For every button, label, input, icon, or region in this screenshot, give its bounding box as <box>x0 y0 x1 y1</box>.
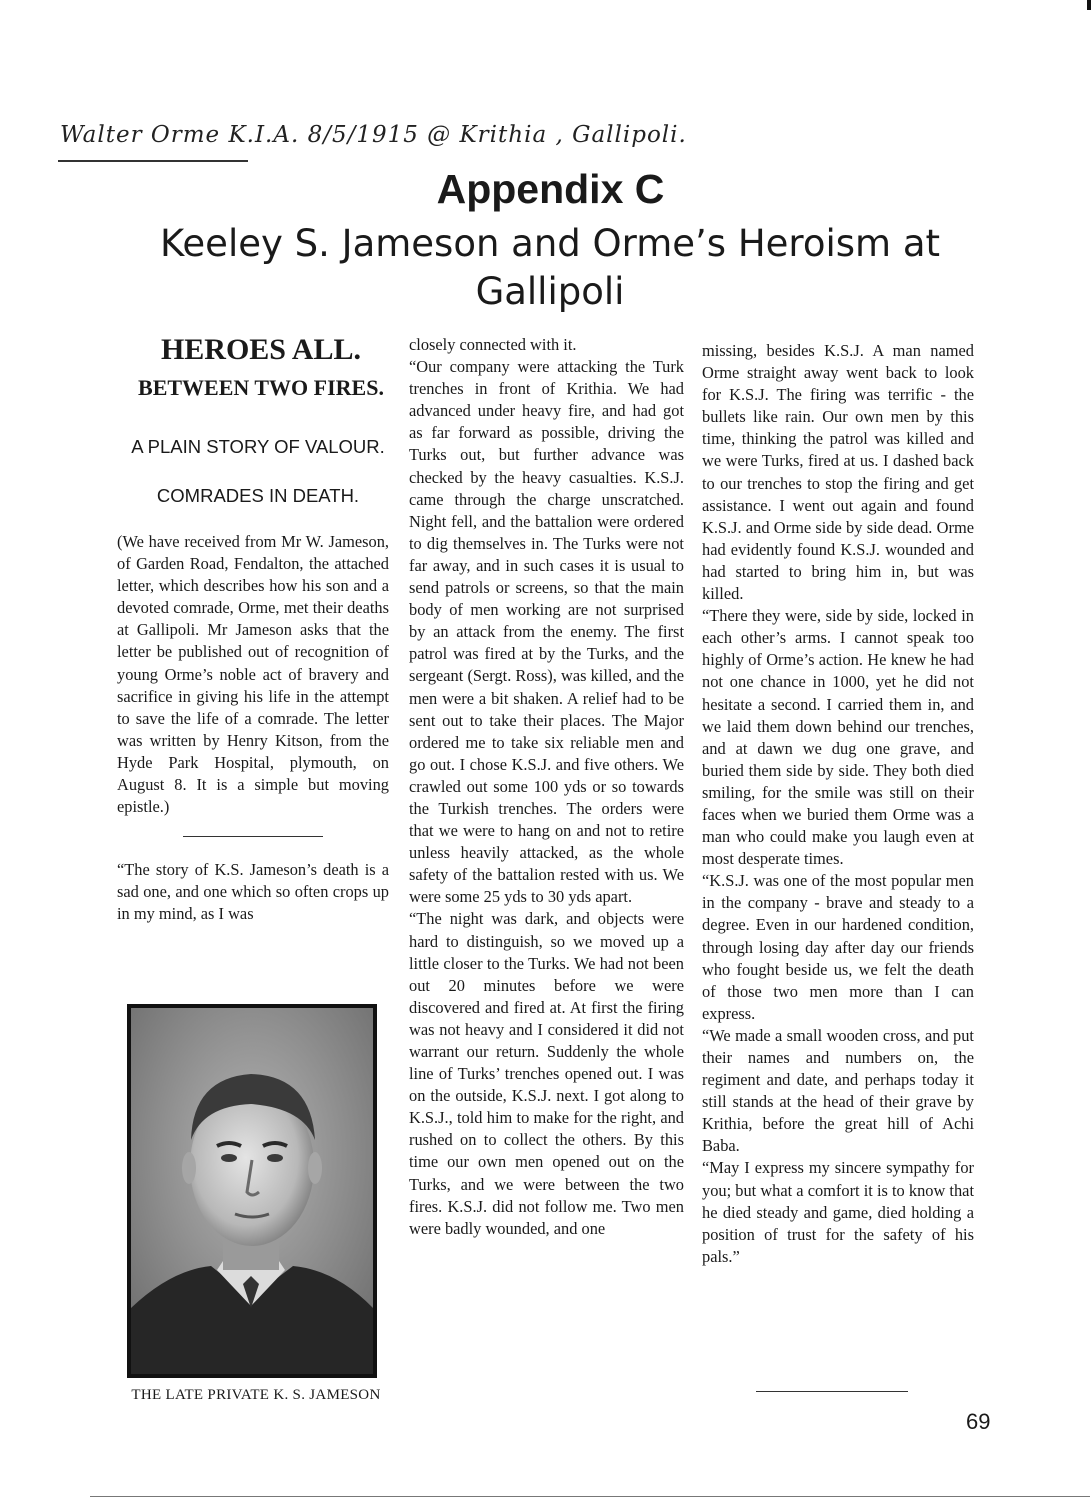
letter-paragraph: missing, besides K.S.J. A man named Orme straight away went back to look for K.S.J. The firing was terrific - the bullets like rain. Our own men by this time, thinking the patrol was killed and we were Turks, fired at us. I dashed back to our trenches to stop the firing and get assistance. I went out again and found K.S.J. and Orme side by side dead. Orme had evidently found K.S.J. wounded and had started to bring him in, but was killed. <box>702 341 974 604</box>
appendix-title: Appendix C <box>436 166 665 212</box>
letter-paragraph: “There they were, side by side, locked in each other’s arms. I cannot speak too highly of Orme’s action. He knew he had not one chance in 1000, yet he did not hesitate a second. I carried them in, and we laid them down behind our trenches, and at dawn we dug one grave, and buried them side by side. They both died smiling, for the smile was still on their faces when we buried them Orme was a man who could make you laugh even at most desperate times. <box>702 606 974 869</box>
scan-edge-mark <box>1087 0 1091 10</box>
editor-intro-paragraph: (We have received from Mr W. Jameson, of Garden Road, Fendalton, the attached letter, which describes how his son and a devoted comrade, Orme, met their deaths at Gallipoli. Mr Jameson asks that the letter be published out of recognition of young Orme’s noble act of bravery and sacrifice in giving his life in the attempt to save the life of a comrade. The letter was written by Henry Kitson, from the Hyde Park Hospital, plymouth, on August 8. It is a simple but moving epistle.) <box>117 532 389 817</box>
photo-caption: THE LATE PRIVATE K. S. JAMESON <box>131 1387 381 1403</box>
article-column-2 <box>409 334 684 1240</box>
handwritten-note: Walter Orme K.I.A. 8/5/1915 @ Krithia , Gallipoli. <box>60 122 687 148</box>
letter-paragraph: “The night was dark, and objects were hard to distinguish, so we moved up a little closer to the Turks. We had not been out 20 minutes before we were discovered and fired at. At first the firing was not heavy and I considered it did not warrant our return. Suddenly the whole line of Turks’ trenches opened out. I was on the outside, K.S.J. next. I got along to K.S.J., told him to make for the right, and rushed on to collect the others. By this time our own men opened out on the Turks, and we were between the two fires. K.S.J. did not follow me. Two men were badly wounded, and one <box>409 909 684 1238</box>
article-tagline: A PLAIN STORY OF VALOUR. <box>131 436 385 457</box>
letter-opening-paragraph: “The story of K.S. Jameson’s death is a sad one, and one which so often crops up in my mind, as I was <box>117 860 389 924</box>
article-headline: HEROES ALL. <box>160 333 362 366</box>
page-number: 69 <box>966 1409 991 1434</box>
letter-paragraph: “Our company were attacking the Turk trenches in front of Krithia. We had advanced under heavy fire, and had got as far forward as possible, driving the Turks out, but further advance was checked by the heavy casualties. K.S.J. came through the charge unscratched. Night fell, and the battalion were ordered to dig themselves in. The Turks were not far away, and in such cases it is usual to send patrols or screens, so that the main body of men working are not surprised by an attack from the enemy. The first patrol was fired at by the Turks, and the sergeant (Sergt. Ross), was killed, and the men were a bit shaken. A relief had to be sent out to take their places. The Major ordered me to take six reliable men and go out. I chose K.S.J. and five others. We crawled out some 100 yds or so towards the Turkish trenches. The orders were that we were to hang on and not to retire unless heavily attacked, as the whole safety of the battalion rested with us. We were some 25 yds to 30 yds apart. <box>409 357 684 907</box>
letter-paragraph: “K.S.J. was one of the most popular men in the company - brave and steady to a degree. Even in our hardened condition, through losing day after day our friends who fought beside us, we felt the death of those two men more than I can express. <box>702 871 974 1023</box>
column-divider <box>183 836 323 837</box>
handwritten-underline <box>58 160 248 162</box>
article-column-1 <box>117 333 389 926</box>
letter-paragraph: “May I express my sincere sympathy for you; but what a comfort it is to know that he died steady and game, died holding a position of trust for the safety of his pals.” <box>702 1158 974 1266</box>
portrait-image <box>131 1008 373 1374</box>
article-end-divider <box>756 1391 908 1392</box>
scan-bottom-edge <box>90 1496 1090 1497</box>
article-column-3 <box>702 340 974 1268</box>
letter-paragraph: “We made a small wooden cross, and put their names and numbers on, the regiment and date, and perhaps today it still stands at the head of their grave by Krithia, before the great hill of Achi Baba. <box>702 1025 974 1156</box>
portrait-photo <box>127 1004 377 1378</box>
article-tagline-2: COMRADES IN DEATH. <box>156 485 360 506</box>
letter-paragraph: closely connected with it. <box>409 335 577 354</box>
article-subhead: BETWEEN TWO FIRES. <box>138 375 384 400</box>
appendix-subtitle: Keeley S. Jameson and Orme’s Heroism at Gallipoli <box>160 222 940 313</box>
